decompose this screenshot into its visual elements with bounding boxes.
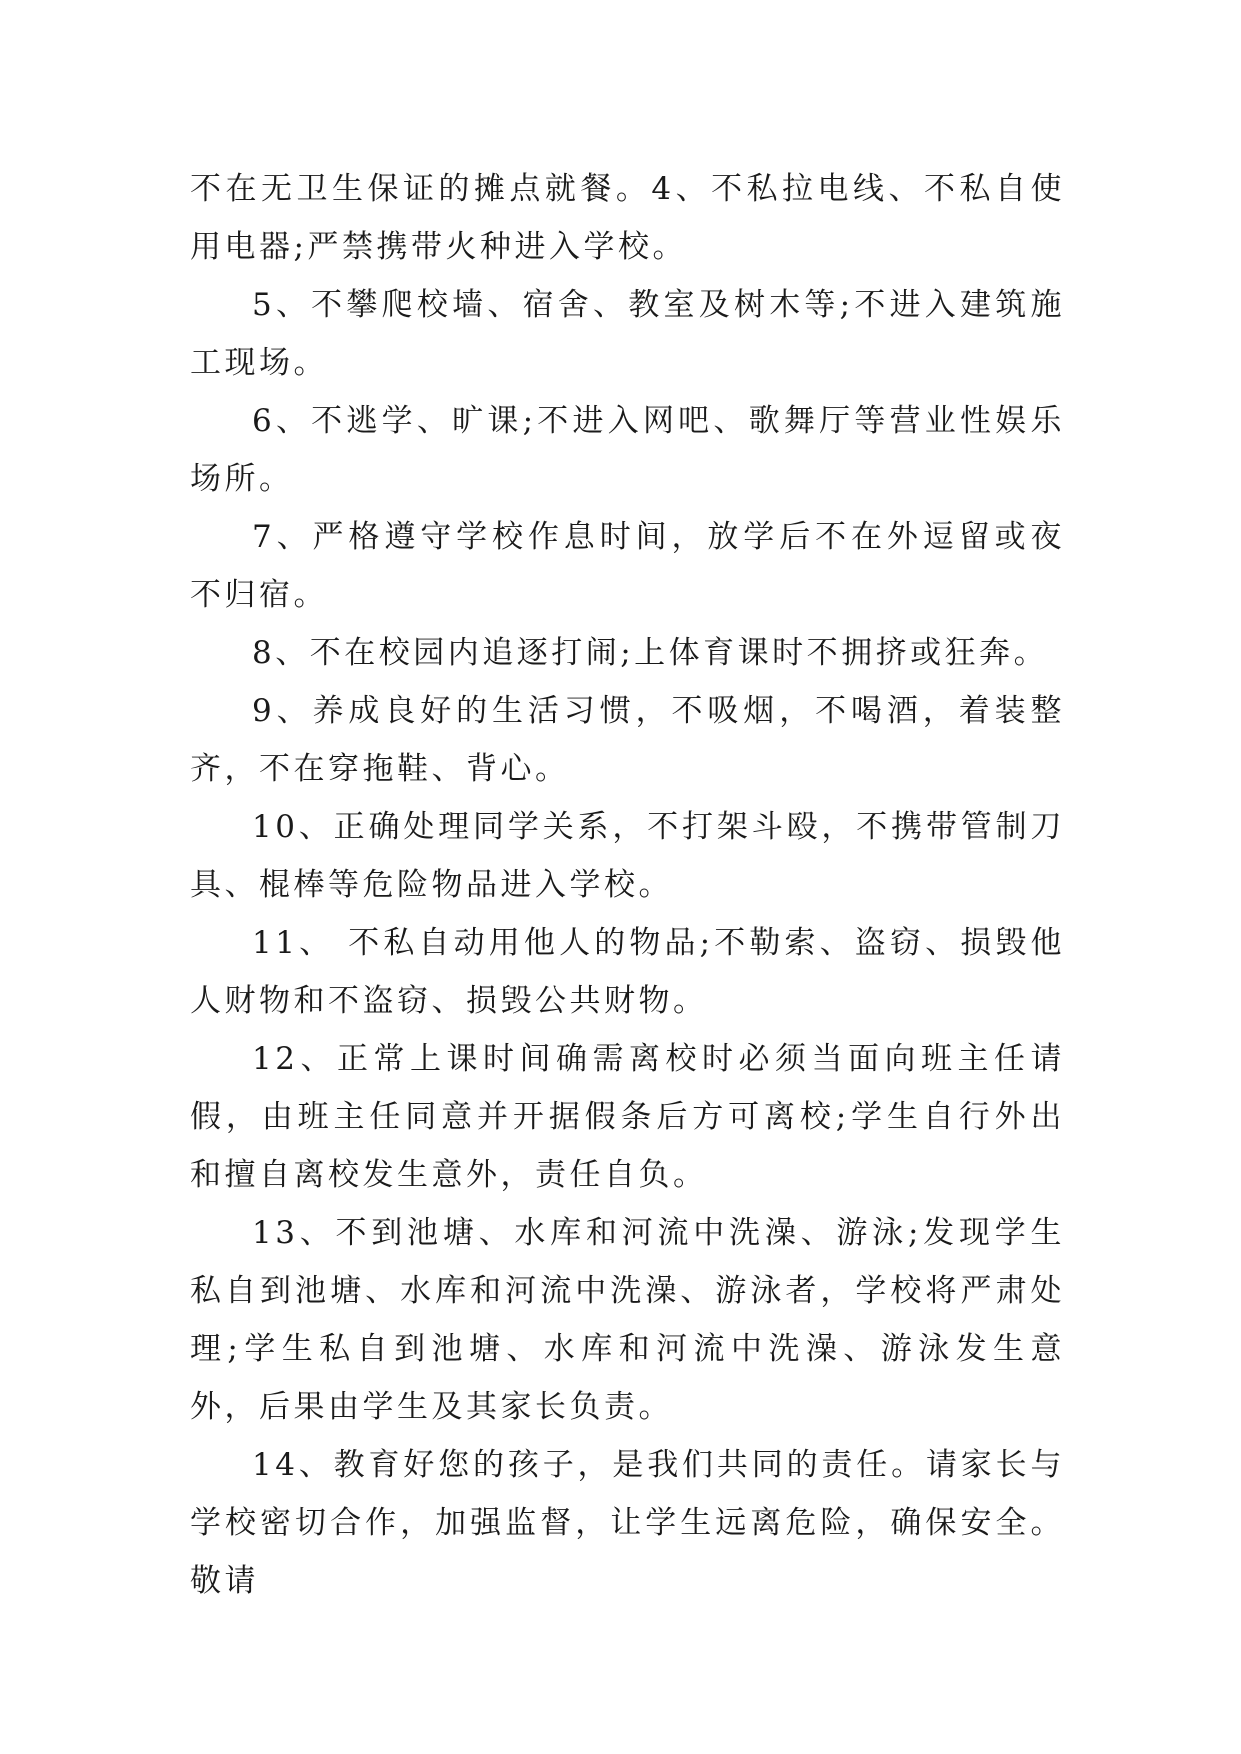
document-body [190, 160, 1065, 1610]
paragraph-rule-5: 5、不攀爬校墙、宿舍、教室及树木等;不进入建筑施工现场。 [190, 287, 1065, 381]
paragraph-rule-7: 7、严格遵守学校作息时间，放学后不在外逗留或夜不归宿。 [190, 519, 1065, 613]
paragraph-rule-9: 9、养成良好的生活习惯，不吸烟，不喝酒，着装整齐，不在穿拖鞋、背心。 [190, 693, 1065, 787]
paragraph-rule-10: 10、正确处理同学关系，不打架斗殴，不携带管制刀具、棍棒等危险物品进入学校。 [190, 809, 1065, 903]
paragraph-rule-14: 14、教育好您的孩子，是我们共同的责任。请家长与学校密切合作，加强监督，让学生远离危险，确保安全。敬请 [190, 1447, 1065, 1599]
paragraph-rule-8: 8、不在校园内追逐打闹;上体育课时不拥挤或狂奔。 [252, 635, 1049, 671]
paragraph-1: 不在无卫生保证的摊点就餐。4、不私拉电线、不私自使用电器;严禁携带火种进入学校。 [190, 171, 1065, 265]
paragraph-rule-12: 12、正常上课时间确需离校时必须当面向班主任请假，由班主任同意并开据假条后方可离校;学生自行外出和擅自离校发生意外，责任自负。 [190, 1041, 1065, 1193]
paragraph-rule-13: 13、不到池塘、水库和河流中洗澡、游泳;发现学生私自到池塘、水库和河流中洗澡、游泳者，学校将严肃处理;学生私自到池塘、水库和河流中洗澡、游泳发生意外，后果由学生及其家长负责。 [190, 1215, 1065, 1425]
paragraph-rule-6: 6、不逃学、旷课;不进入网吧、歌舞厅等营业性娱乐场所。 [190, 403, 1065, 497]
paragraph-rule-11: 11、 不私自动用他人的物品;不勒索、盗窃、损毁他人财物和不盗窃、损毁公共财物。 [190, 925, 1065, 1019]
